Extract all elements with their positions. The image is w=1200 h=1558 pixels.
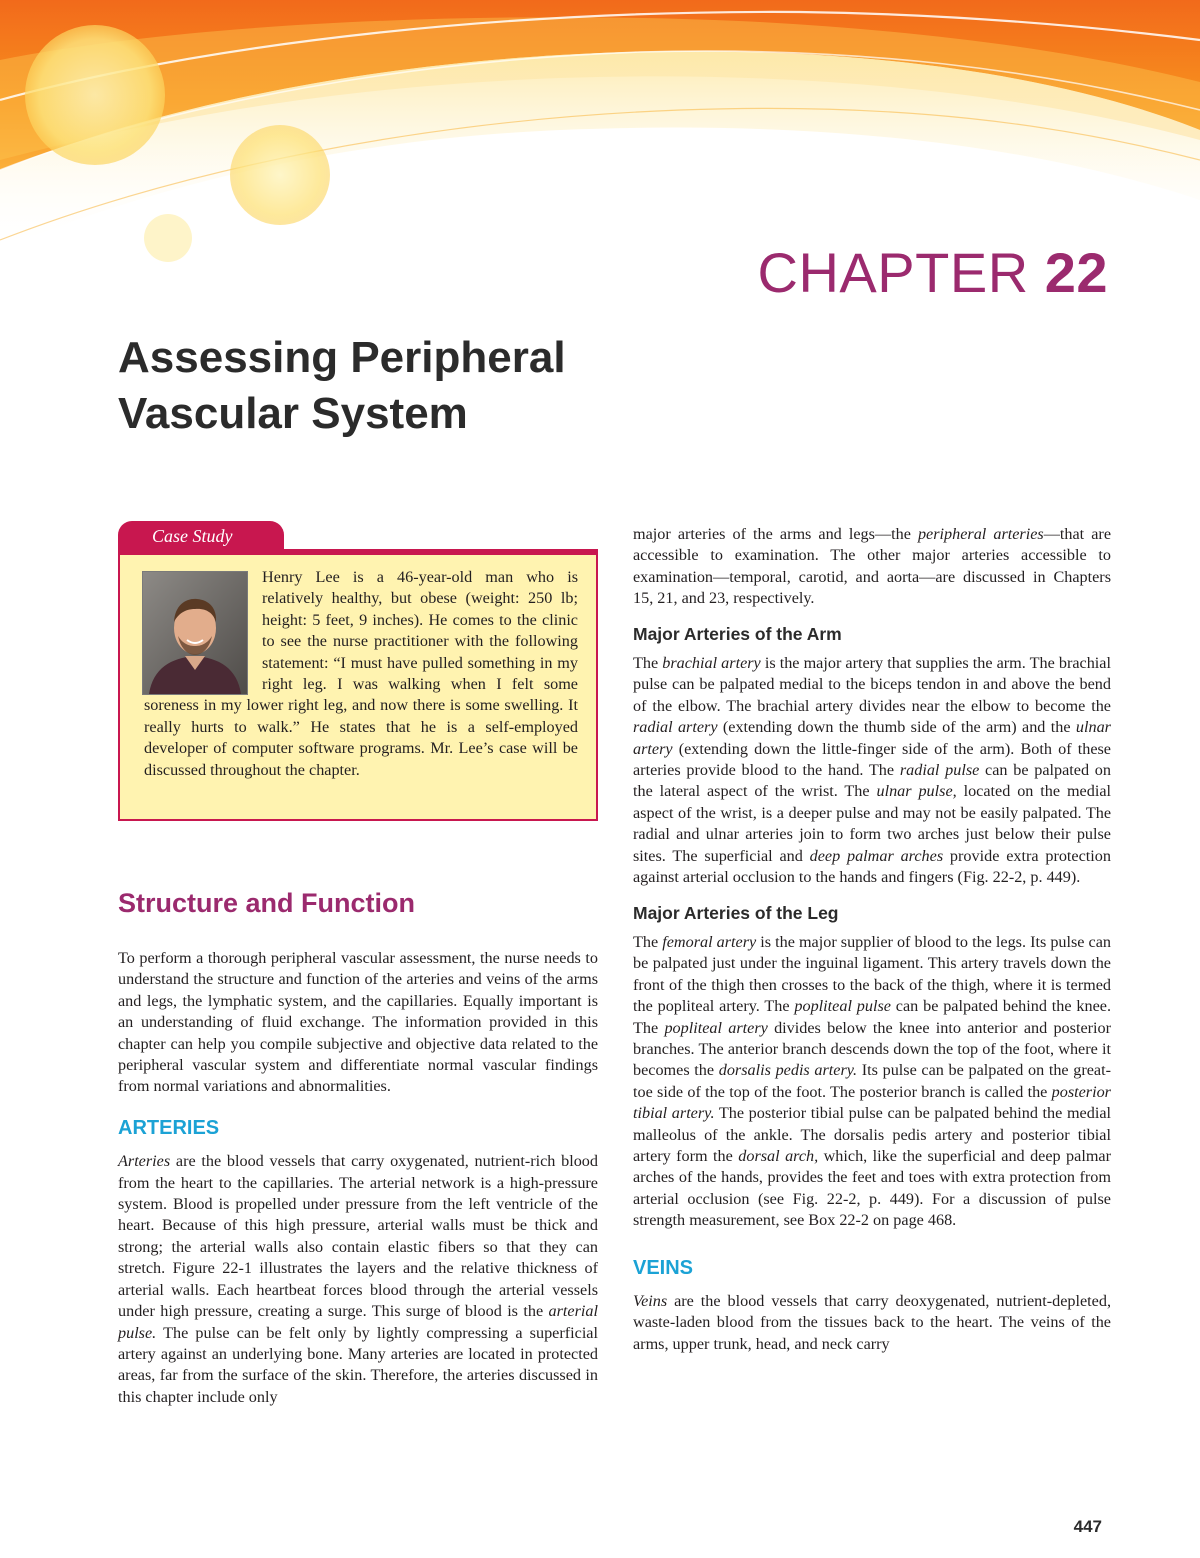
- leg-text: Its pulse can be palpated on the great-toe side of the top of the foot. The posterior branch is called the: [633, 1061, 1111, 1101]
- arm-text: (extending down the little-finger side of the arm). Both of these arteries provide blood to the hand. The: [633, 739, 1111, 780]
- veins-heading: VEINS: [633, 1256, 694, 1279]
- arteries-heading: ARTERIES: [118, 1116, 220, 1139]
- leg-text: can be palpated behind the knee. The: [633, 997, 1111, 1037]
- term-arterial-pulse: arterial pulse.: [118, 1302, 598, 1342]
- arm-text: (extending down the thumb side of the arm) and the: [717, 718, 1076, 737]
- term-dorsal-arch: dorsal arch,: [738, 1146, 819, 1165]
- leg-text: divides below the knee into anterior and posterior branches. The anterior branch descends down the top of the foot, where it becomes the: [633, 1018, 1111, 1080]
- term-radial-artery: radial artery: [633, 718, 718, 737]
- chapter-word: CHAPTER: [757, 241, 1029, 304]
- arteries-text-a: are the blood vessels that carry oxygenated, nutrient-rich blood from the heart to the capillaries. The arterial network is a high-pressure system. Blood is propelled under pressure from the left ventricle of the heart. Because of this high pressure, arterial walls must be thick and strong; the arterial walls also contain elastic fibers so that they can stretch. Figure 22-1 illustrates the layers and the relative thickness of arterial walls. Each heartbeat forces blood through the arterial vessels under high pressure, creating a surge. This surge of blood is the: [118, 1152, 598, 1321]
- term-deep-palmar-arches: deep palmar arches: [809, 846, 944, 865]
- arm-arteries-paragraph: [633, 653, 1111, 888]
- case-study-body: Henry Lee is a 46-year-old man who is relatively healthy, but obese (weight: 250 lb; height: 5 feet, 9 inches). He comes to the clinic to see the nurse practitioner with the following statement: “I must have pulled something in my right leg. I was walking when I felt some soreness in my lower right leg, and now there is some swelling. It really hurts to walk.” He states that he is a self-employed developer of computer software programs. Mr. Lee’s case will be discussed throughout the chapter.: [144, 568, 578, 779]
- right-column: [633, 524, 1111, 1355]
- term-ulnar-pulse: ulnar pulse,: [876, 782, 957, 801]
- term-peripheral-arteries: peripheral arteries: [917, 525, 1044, 543]
- arm-text: can be palpated on the lateral aspect of the wrist. The: [633, 761, 1111, 801]
- veins-text: are the blood vessels that carry deoxygenated, nutrient-depleted, waste-laden blood from the tissues back to the heart. The veins of the arms, upper trunk, head, and neck carry: [633, 1292, 1111, 1353]
- arteries-cont-a: major arteries of the arms and legs—the: [633, 525, 918, 543]
- term-popliteal-pulse: popliteal pulse: [794, 997, 891, 1016]
- case-study-tab: Case Study: [118, 521, 284, 551]
- arteries-text-b: The pulse can be felt only by lightly compressing a superficial artery against an underlying bone. Many arteries are located in protected areas, far from the surface of the skin. Therefore, the arteries discussed in this chapter include only: [118, 1323, 598, 1406]
- leg-arteries-heading: Major Arteries of the Leg: [633, 902, 839, 923]
- chapter-title: [118, 330, 566, 442]
- arm-arteries-heading: Major Arteries of the Arm: [633, 623, 842, 644]
- term-brachial-artery: brachial artery: [662, 654, 761, 673]
- arteries-paragraph: [118, 1151, 598, 1408]
- title-line-2: Vascular System: [118, 389, 468, 438]
- term-ulnar-artery: ulnar artery: [633, 718, 1111, 758]
- term-femoral-artery: femoral artery: [662, 932, 757, 951]
- case-study-text: [144, 567, 578, 781]
- chapter-label: [758, 240, 1108, 305]
- leg-arteries-paragraph: [633, 932, 1111, 1232]
- section-heading-structure-function: Structure and Function: [118, 888, 415, 918]
- term-dorsalis-pedis-artery: dorsalis pedis artery.: [718, 1061, 858, 1080]
- term-arteries: Arteries: [118, 1152, 171, 1171]
- leg-text: which, like the superficial and deep palmar arches of the hands, provides the feet and toes with extra protection from arterial occlusion (see Fig. 22-2, p. 449). For a discussion of pulse strength measurement, see Box 22-2 on page 468.: [633, 1146, 1112, 1230]
- arm-text: located on the medial aspect of the wrist, is a deeper pulse and may not be easily palpated. The radial and ulnar arteries join to form two arches just below their pulse sites. The superficial and: [633, 782, 1112, 865]
- term-radial-pulse: radial pulse: [899, 761, 980, 780]
- term-veins: Veins: [633, 1292, 668, 1310]
- leg-text: The posterior tibial pulse can be palpated behind the medial malleolus of the ankle. The dorsalis pedis artery and posterior tibial artery form the: [633, 1104, 1112, 1165]
- arm-text: provide extra protection against arterial occlusion to the hands and fingers (Fig. 22-2, p. 449).: [633, 846, 1111, 887]
- leg-text: The: [633, 932, 663, 951]
- page-number: 447: [1073, 1517, 1102, 1536]
- term-posterior-tibial-artery: posterior tibial artery.: [633, 1082, 1111, 1123]
- left-column: [118, 948, 598, 1408]
- title-line-1: Assessing Peripheral: [118, 333, 566, 382]
- arteries-continued-paragraph: [633, 524, 1111, 610]
- arm-text: is the major artery that supplies the arm. The brachial pulse can be palpated medial to the biceps tendon in and above the bend of the elbow. The brachial artery divides near the elbow to become the: [633, 654, 1111, 715]
- arteries-cont-b: —that are accessible to examination. The other major arteries accessible to examination—temporal, carotid, and aorta—are discussed in Chapters 15, 21, and 23, respectively.: [633, 525, 1111, 608]
- leg-text: is the major supplier of blood to the legs. Its pulse can be palpated just under the inguinal ligament. This artery travels down the front of the thigh then crosses to the back of the thigh, where it is termed the popliteal artery. The: [633, 932, 1112, 1016]
- term-popliteal-artery: popliteal artery: [664, 1018, 768, 1037]
- chapter-number: 22: [1044, 241, 1108, 304]
- veins-paragraph: [633, 1291, 1111, 1355]
- case-study-box: [118, 549, 598, 821]
- arm-text: The: [633, 654, 663, 673]
- structure-intro-paragraph: To perform a thorough peripheral vascular assessment, the nurse needs to understand the structure and function of the arteries and veins of the arms and legs, the lymphatic system, and the capillaries. Equally important is an understanding of fluid exchange. The information provided in this chapter can help you compile subjective and objective data related to the peripheral vascular system and differentiate normal vascular findings from normal variations and abnormalities.: [118, 949, 598, 1096]
